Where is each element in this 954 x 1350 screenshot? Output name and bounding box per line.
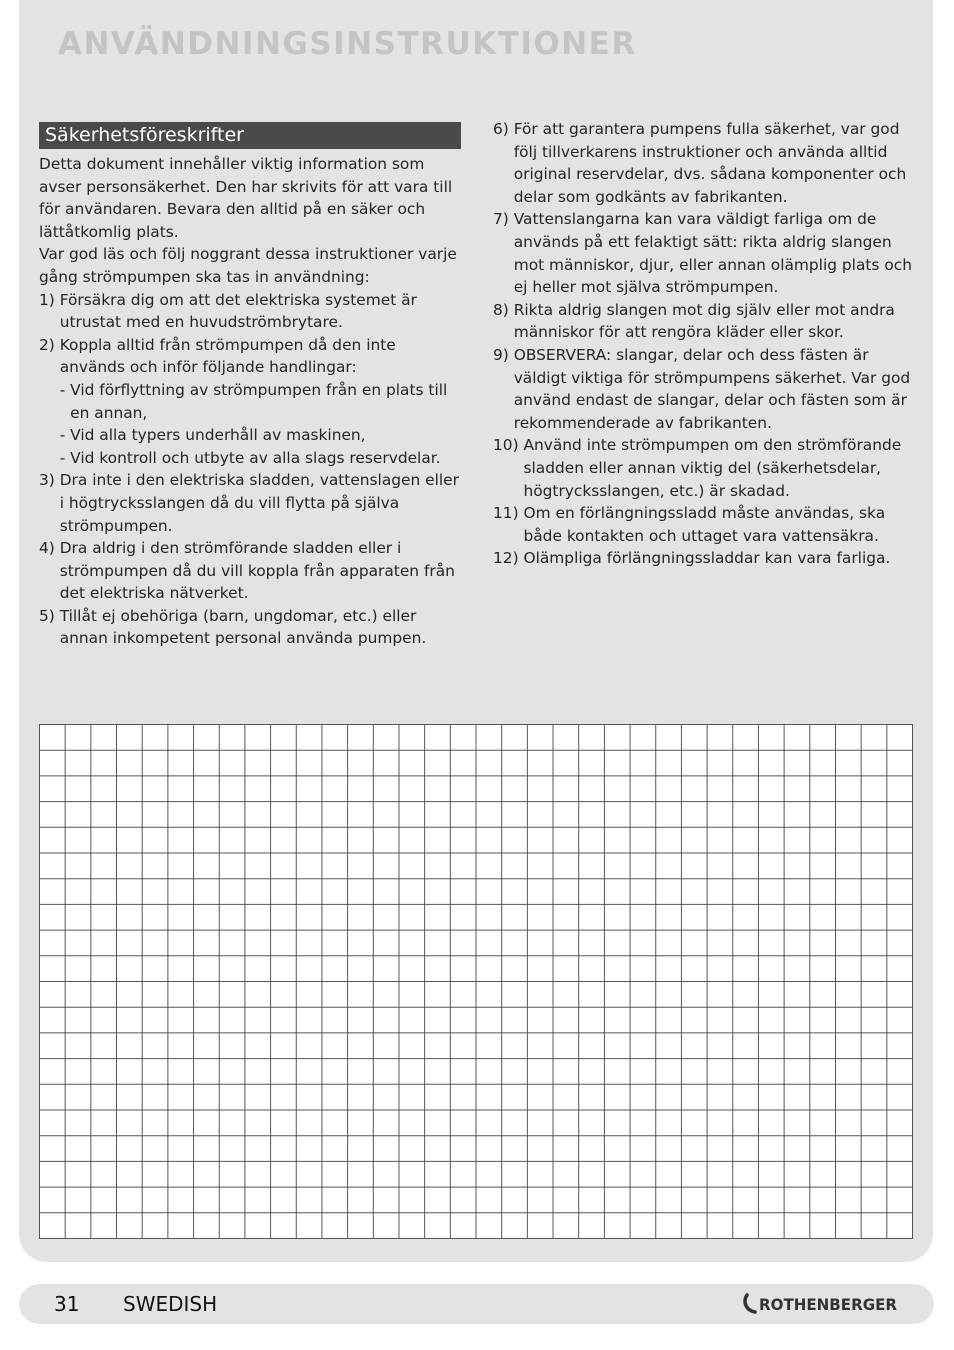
sub-list xyxy=(60,379,461,469)
language-label: SWEDISH xyxy=(123,1292,218,1316)
item-number: 3) xyxy=(39,471,60,490)
section-heading: Säkerhetsföreskrifter xyxy=(39,122,461,149)
list-item xyxy=(39,605,461,650)
rothenberger-logo xyxy=(743,1292,923,1316)
sub-list-item xyxy=(60,424,461,447)
item-number: 2) xyxy=(39,335,60,354)
item-text-main: Koppla alltid från strömpumpen då den inte används och inför följande handlingar: xyxy=(59,335,396,377)
sub-item-text: Vid förflyttning av strömpumpen från en plats till en annan, xyxy=(70,380,448,422)
list-item xyxy=(39,289,461,334)
item-number: 6) xyxy=(493,120,514,138)
item-text: OBSERVERA: slangar, delar och dess fästen är väldigt viktiga för strömpumpens säkerhet. Var god använd endast de slangar, delar och fästen som är rekommenderade av fabrikanten. xyxy=(513,345,911,432)
list-item xyxy=(39,537,461,605)
item-text: Dra aldrig i den strömförande sladden eller i strömpumpen då du vill koppla från apparaten från det elektriska nätverket. xyxy=(59,539,455,603)
sub-list-item xyxy=(60,379,461,424)
item-number: 1) xyxy=(39,290,60,309)
item-text: Om en förlängningssladd måste användas, ska både kontakten och uttaget vara vattensäkra. xyxy=(523,504,886,545)
item-number: 11) xyxy=(493,504,524,523)
item-text: Rikta aldrig slangen mot dig själv eller mot andra människor för att rengöra kläder eller skor. xyxy=(513,300,895,342)
list-item xyxy=(493,118,915,208)
list-item xyxy=(39,469,461,537)
notes-grid xyxy=(39,724,913,1239)
list-item xyxy=(493,299,915,344)
intro-paragraph: Var god läs och följ noggrant dessa instruktioner varje gång strömpumpen ska tas in användning: xyxy=(39,245,457,286)
item-number: 9) xyxy=(493,345,514,364)
sub-item-text: Vid alla typers underhåll av maskinen, xyxy=(70,426,366,445)
list-item xyxy=(493,547,915,570)
item-number: 8) xyxy=(493,300,514,319)
left-column xyxy=(39,122,461,650)
item-text: Försäkra dig om att det elektriska systemet är utrustat med en huvudströmbrytare. xyxy=(59,290,417,332)
item-text: Använd inte strömpumpen om den strömförande sladden eller annan viktig del (säkerhetsdelar, högtrycksslangen, etc.) är skadad. xyxy=(523,436,902,500)
item-text: Olämpliga förlängningssladdar kan vara farliga. xyxy=(523,549,891,568)
brand-wordmark: ROTHENBERGER xyxy=(759,1295,897,1314)
list-item xyxy=(493,344,915,434)
intro-paragraph: Detta dokument innehåller viktig information som avser personsäkerhet. Den har skrivits för att vara till för användaren. Bevara den alltid på en säker och lättåtkomlig plats. xyxy=(39,155,453,241)
sub-item-text: Vid kontroll och utbyte av alla slags reservdelar. xyxy=(70,448,441,467)
right-column xyxy=(493,118,915,570)
page-title: ANVÄNDNINGSINSTRUKTIONER xyxy=(58,26,637,62)
dash-bullet: - xyxy=(59,426,71,445)
item-text: Dra inte i den elektriska sladden, vattenslagen eller i högtrycksslangen då du vill flytta på själva strömpumpen. xyxy=(59,471,459,535)
footer-bar xyxy=(19,1284,934,1324)
item-text: Tillåt ej obehöriga (barn, ungdomar, etc.) eller annan inkompetent personal använda pumpen. xyxy=(59,606,427,648)
list-item xyxy=(493,502,915,547)
item-number: 7) xyxy=(493,210,514,229)
dash-bullet: - xyxy=(59,448,71,467)
list-item xyxy=(493,208,915,298)
item-number: 4) xyxy=(39,539,60,558)
item-text: För att garantera pumpens fulla säkerhet, var god följ tillverkarens instruktioner och använda alltid original reservdelar, dvs. sådana komponenter och delar som godkänts av fabrikanten. xyxy=(513,120,907,206)
item-text xyxy=(60,334,461,470)
safety-list-left xyxy=(39,289,461,651)
item-number: 12) xyxy=(493,549,524,568)
item-text: Vattenslangarna kan vara väldigt farliga om de används på ett felaktigt sätt: rikta aldrig slangen mot människor, djur, eller annan olämplig plats och ej heller mot själva strömpumpen. xyxy=(513,210,912,297)
dash-bullet: - xyxy=(59,380,71,399)
list-item xyxy=(493,434,915,502)
item-number: 5) xyxy=(39,606,60,625)
safety-list-right xyxy=(493,118,915,570)
list-item xyxy=(39,334,461,470)
page-number: 31 xyxy=(54,1292,80,1316)
item-number: 10) xyxy=(493,436,524,455)
sub-list-item xyxy=(60,447,461,470)
